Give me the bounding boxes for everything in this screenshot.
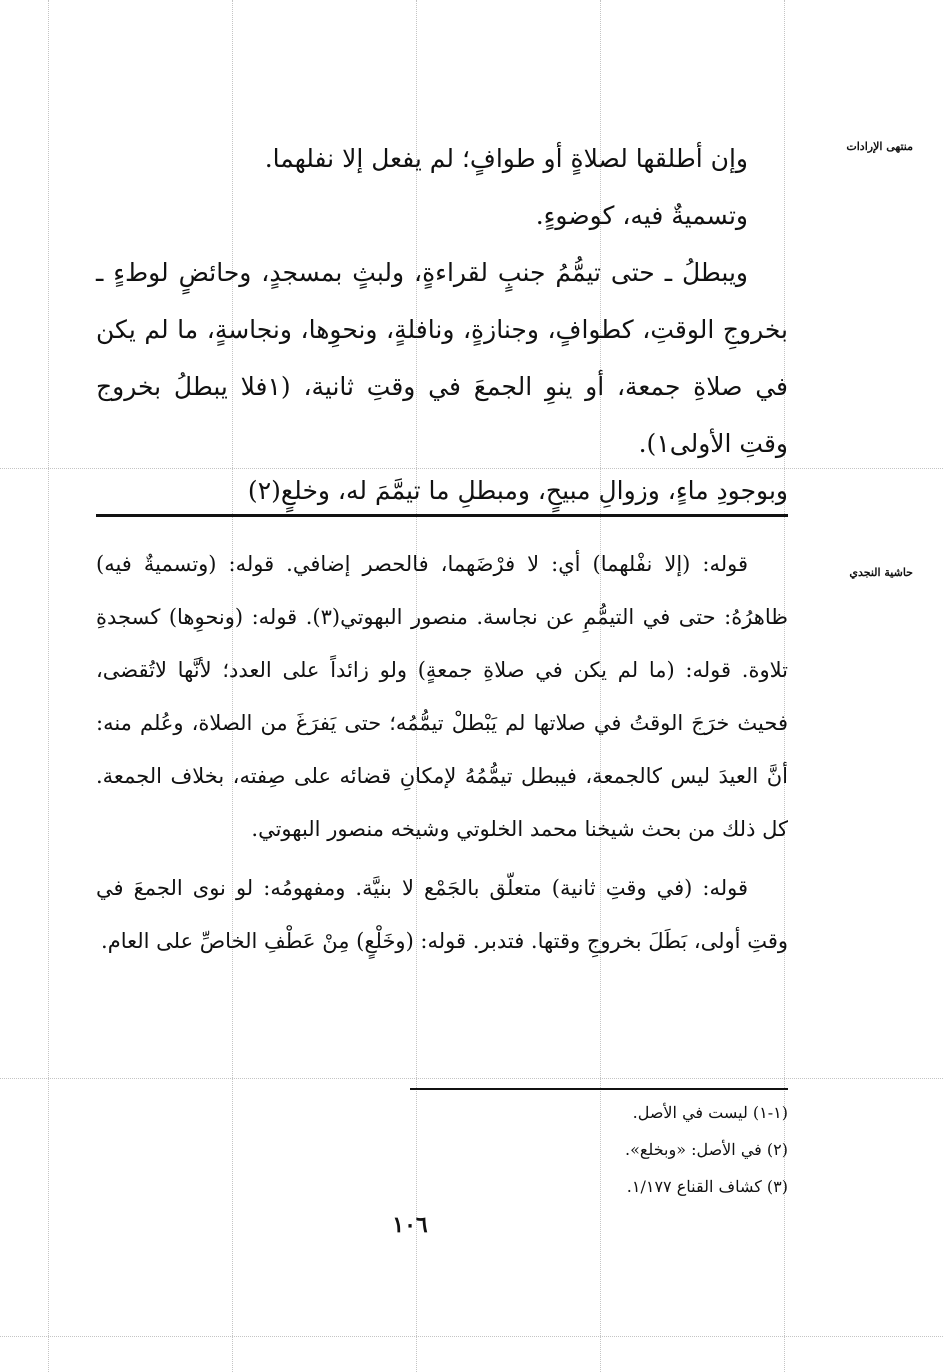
matn-paragraph: وتسميةٌ فيه، كوضوءٍ. (535, 201, 748, 230)
footnote: (٣) كشاف القناع ١/١٧٧. (626, 1177, 788, 1196)
footnote: (٢) في الأصل: «وبخلع». (625, 1140, 788, 1159)
side-label-matn: منتهى الإرادات (846, 140, 913, 153)
guide-line (0, 1336, 943, 1337)
footnote: (١-١) ليست في الأصل. (632, 1103, 788, 1122)
side-label-hashiya: حاشية النجدي (849, 566, 913, 579)
matn-paragraph: وإن أطلقها لصلاةٍ أو طوافٍ؛ لم يفعل إلا نفلهما. (264, 144, 748, 173)
page-number: ١٠٦ (392, 1212, 428, 1238)
matn-last-line-section (96, 462, 788, 519)
guide-line (48, 0, 49, 1372)
footnotes (410, 1094, 788, 1205)
section-divider (96, 514, 788, 517)
matn-paragraph: ويبطلُ ـ حتى تيمُّمُ جنبٍ لقراءةٍ، ولبثٍ بمسجدٍ، وحائضٍ لوطءٍ ـ بخروجِ الوقتِ، كطوافٍ، وجنازةٍ، ونافلةٍ، ونحوِها، ونجاسةٍ، ما لم يكن في صلاةِ جمعة، أو ينوِ الجمعَ في وقتِ ثانية، (١فلا يبطلُ بخروج وقتِ الأولى١). (96, 258, 788, 458)
matn-section (96, 130, 788, 472)
matn-paragraph: وبوجودِ ماءٍ، وزوالِ مبيحٍ، ومبطلِ ما تيمَّمَ له، وخلعٍ(٢) (247, 476, 788, 505)
guide-line (0, 1078, 943, 1079)
hashiya-paragraph: قوله: (إلا نفْلهما) أي: لا فرْضَهما، فالحصر إضافي. قوله: (وتسميةٌ فيه) ظاهرُهُ: حتى في التيمُّمِ عن نجاسة. منصور البهوتي(٣). قوله: (ونحوِها) كسجدةِ تلاوة. قوله: (ما لم يكن في صلاةِ جمعةٍ) ولو زائداً على العدد؛ لأنَّها لاتُقضى، فحيث خرَجَ الوقتُ في صلاتها لم يَبْطلْ تيمُّمُه؛ حتى يَفرَغَ من الصلاة، وعُلم منه: أنَّ العيدَ ليس كالجمعة، فيبطل تيمُّمُهُ لإمكانِ قضائه على صِفته، بخلاف الجمعة. كل ذلك من بحث شيخنا محمد الخلوتي وشيخه منصور البهوتي. (96, 552, 788, 841)
hashiya-section (96, 538, 788, 968)
hashiya-paragraph: قوله: (في وقتِ ثانية) متعلّق بالجَمْع لا بنيَّة. ومفهومُه: لو نوى الجمعَ في وقتِ أولى، بَطَلَ بخروجِ وقتها. فتدبر. قوله: (وخَلْعٍ) مِنْ عَطْفِ الخاصِّ على العام. (96, 876, 788, 953)
footnote-divider (410, 1088, 788, 1090)
